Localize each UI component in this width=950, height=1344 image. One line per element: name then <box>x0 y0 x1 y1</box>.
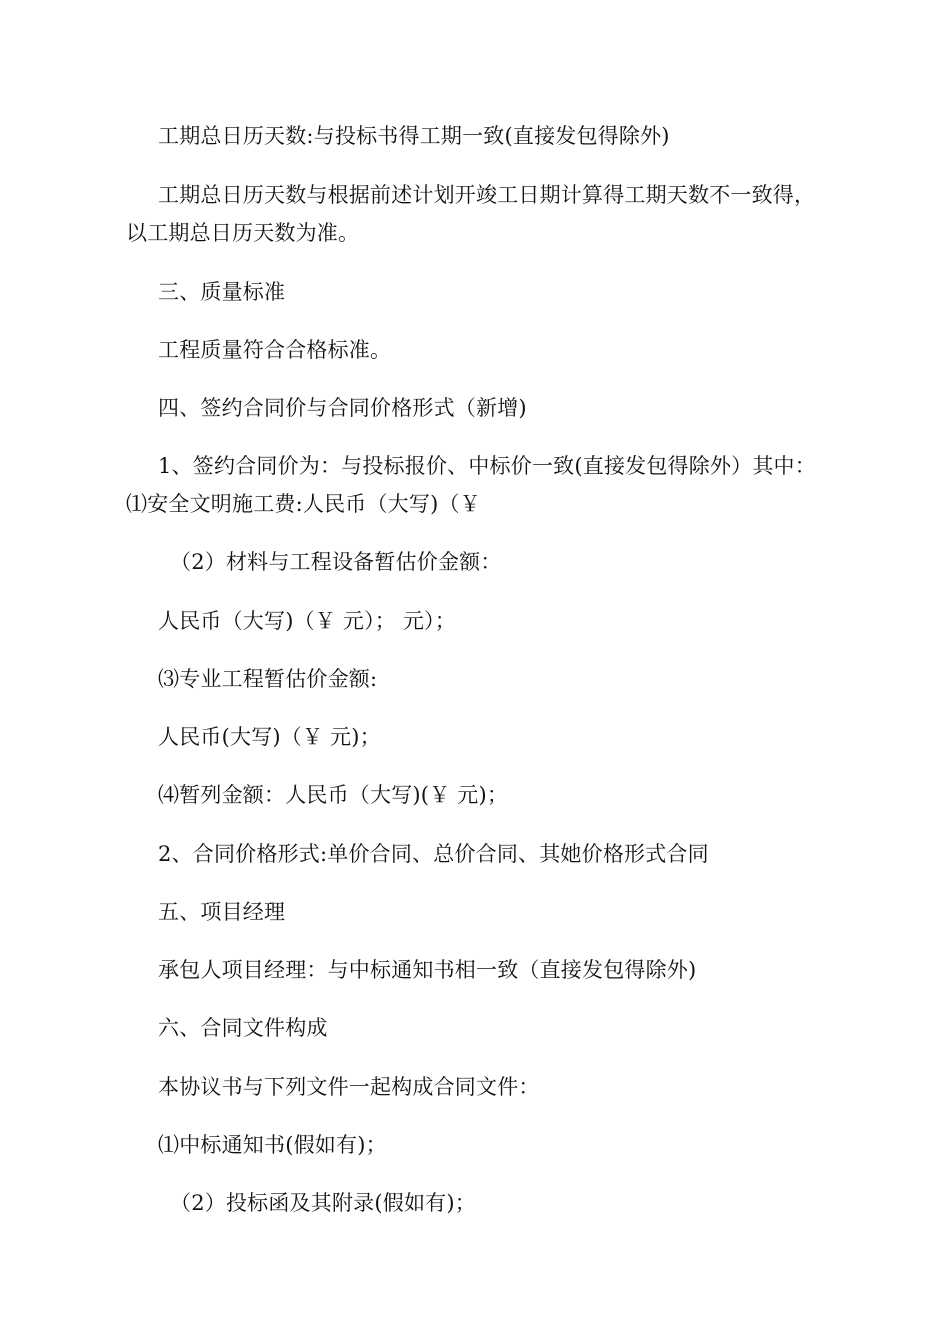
heading-quality-standard: 三、质量标准 <box>158 280 286 304</box>
paragraph-period-discrepancy: 工期总日历天数与根据前述计划开竣工日期计算得工期天数不一致得， <box>158 183 816 207</box>
paragraph-period-discrepancy-cont: 以工期总日历天数为准。 <box>126 221 360 245</box>
paragraph-price-form: 2、合同价格形式:单价合同、总价合同、其她价格形式合同 <box>158 842 709 866</box>
item-provisional-sum: ⑷暂列金额：人民币（大写)(￥ 元)； <box>158 783 509 807</box>
item-specialist-amount: 人民币(大写)（￥ 元)； <box>158 725 381 749</box>
item-award-notice: ⑴中标通知书(假如有)； <box>158 1133 387 1157</box>
paragraph-construction-period: 工期总日历天数:与投标书得工期一致(直接发包得除外) <box>158 124 670 148</box>
heading-project-manager: 五、项目经理 <box>158 900 286 924</box>
heading-contract-price: 四、签约合同价与合同价格形式（新增) <box>158 396 527 420</box>
item-bid-letter: （2）投标函及其附录(假如有)； <box>170 1191 476 1215</box>
item-specialist-estimate: ⑶专业工程暂估价金额: <box>158 667 378 691</box>
paragraph-contract-documents: 本协议书与下列文件一起构成合同文件： <box>158 1075 540 1099</box>
paragraph-quality: 工程质量符合合格标准。 <box>158 338 392 362</box>
item-materials-amount: 人民币（大写)（￥ 元）； 元）； <box>158 609 456 633</box>
heading-contract-documents: 六、合同文件构成 <box>158 1016 328 1040</box>
item-materials-estimate: （2）材料与工程设备暂估价金额： <box>170 550 502 574</box>
paragraph-contract-price: 1、签约合同价为：与投标报价、中标价一致(直接发包得除外）其中： <box>158 454 816 478</box>
item-safety-fee: ⑴安全文明施工费:人民币（大写)（￥ <box>126 492 481 516</box>
paragraph-project-manager: 承包人项目经理：与中标通知书相一致（直接发包得除外) <box>158 958 697 982</box>
